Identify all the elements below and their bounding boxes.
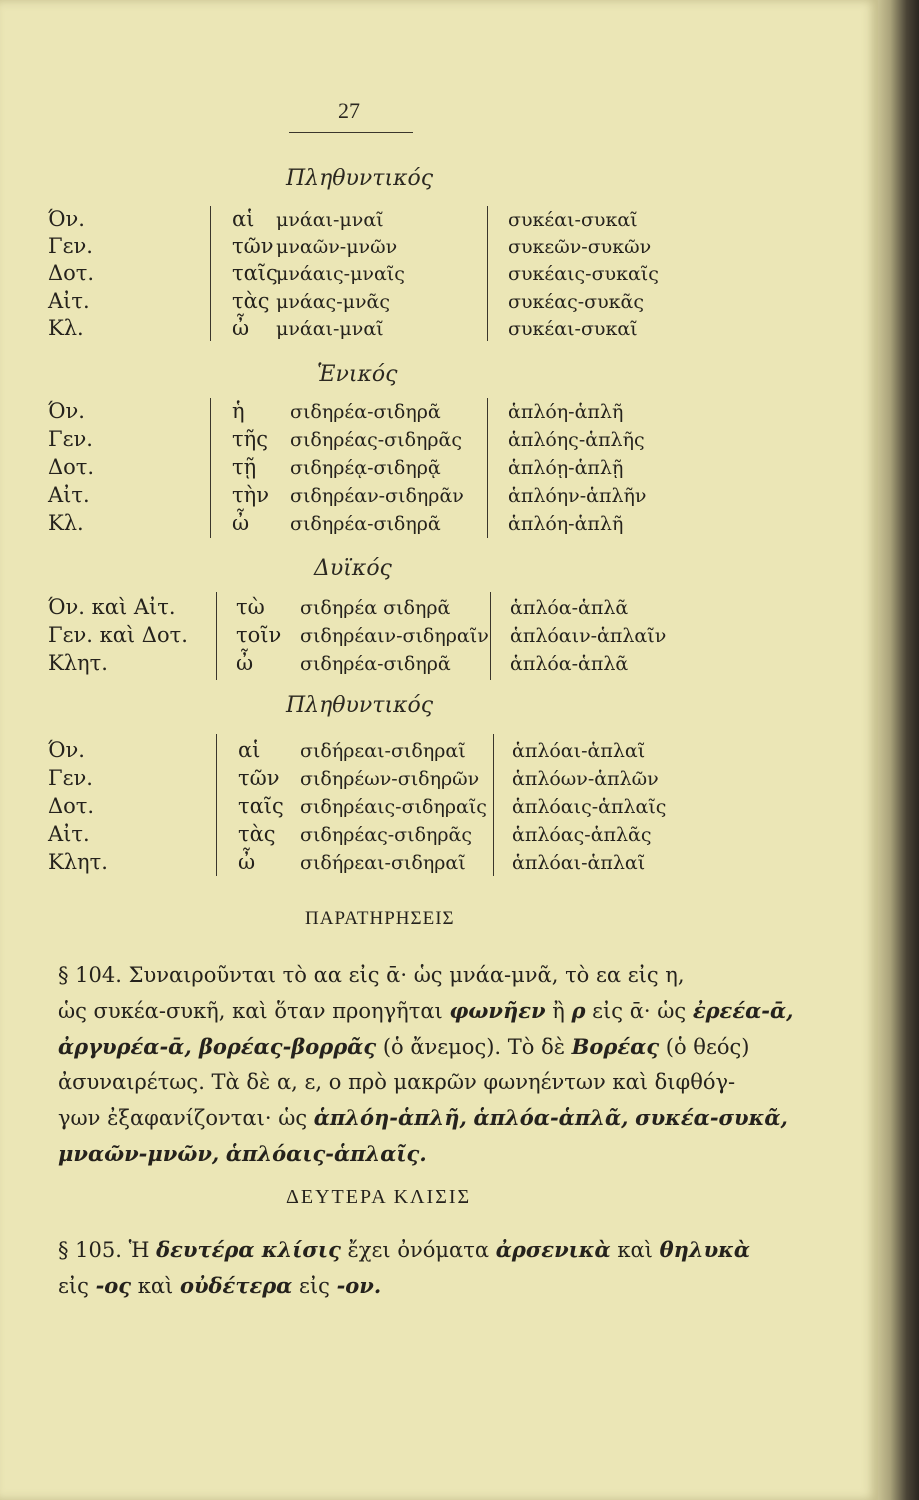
form-1: σιδηρέας-σιδηρᾶς xyxy=(290,429,463,451)
form-1: σιδηρέα σιδηρᾶ xyxy=(300,597,451,619)
form-1: σιδηρέᾳ-σιδηρᾷ xyxy=(290,457,441,479)
form-1: σιδηρέας-σιδηρᾶς xyxy=(300,824,473,846)
form-1: μναῶν-μνῶν xyxy=(276,236,398,258)
paragraph-line xyxy=(58,958,818,993)
text-run: (ὁ ἄνεμος). Τὸ δὲ xyxy=(376,1035,572,1059)
form-1: σιδηρέων-σιδηρῶν xyxy=(300,768,480,790)
form-2: συκέαι-συκαῖ xyxy=(508,209,638,231)
column-divider xyxy=(216,734,217,876)
article: αἱ xyxy=(232,207,255,231)
book-page-edge xyxy=(878,0,919,1500)
article: ταῖς xyxy=(232,261,278,285)
section-heading: Δυϊκός xyxy=(314,556,392,581)
article: τῶν xyxy=(232,234,274,258)
column-divider xyxy=(210,206,211,341)
article: τὰς xyxy=(232,289,270,313)
text-run: γων ἐξαφανίζονται· ὡς xyxy=(58,1106,314,1130)
section-heading: Πληθυντικός xyxy=(286,166,434,191)
form-2: συκέαι-συκαῖ xyxy=(508,318,638,340)
form-2: ἁπλόαι-ἁπλαῖ xyxy=(512,852,646,874)
emphasis: ἁπλόα-ἁπλᾶ, xyxy=(473,1105,629,1130)
column-divider xyxy=(487,398,488,538)
form-2: ἁπλόα-ἁπλᾶ xyxy=(510,653,629,675)
text-run: καὶ xyxy=(131,1274,180,1298)
article: αἱ xyxy=(238,738,261,762)
case-label: Γεν. xyxy=(48,427,93,451)
form-1: σιδηρέα-σιδηρᾶ xyxy=(300,653,451,675)
emphasis: -ον. xyxy=(336,1273,382,1298)
form-2: ἁπλόης-ἁπλῆς xyxy=(508,429,645,451)
emphasis: ἐρεέα-ᾱ, xyxy=(692,998,794,1023)
case-label: Κλητ. xyxy=(48,850,108,874)
remarks-heading: ΠΑΡΑΤΗΡΗΣΕΙΣ xyxy=(305,908,455,929)
case-label: Γεν. xyxy=(48,766,93,790)
column-divider xyxy=(493,734,494,876)
form-2: ἁπλόαιν-ἁπλαῖν xyxy=(510,625,667,647)
page-number-rule xyxy=(289,132,413,133)
form-1: σιδηρέαιν-σιδηραῖν xyxy=(300,625,489,647)
form-2: ἁπλόαι-ἁπλαῖ xyxy=(512,740,646,762)
form-2: ἁπλόην-ἁπλῆν xyxy=(508,485,647,507)
article: τῇ xyxy=(232,455,257,479)
paragraph-105 xyxy=(58,1232,818,1304)
section-heading: Πληθυντικός xyxy=(286,693,434,718)
paragraph-line xyxy=(58,1232,818,1268)
emphasis: ἁπλόη-ἁπλῆ, xyxy=(313,1105,467,1130)
section-heading: Ἑνικός xyxy=(317,362,398,387)
form-1: σιδήρεαι-σιδηραῖ xyxy=(300,852,466,874)
form-1: σιδήρεαι-σιδηραῖ xyxy=(300,740,466,762)
text-run: ὡς συκέα-συκῆ, καὶ ὅταν προηγῆται xyxy=(58,999,450,1023)
text-run: εἰς xyxy=(58,1274,96,1298)
case-label: Όν. xyxy=(48,399,85,423)
article: ἡ xyxy=(232,399,245,423)
article: ὦ xyxy=(232,511,250,535)
paragraph-line xyxy=(58,1136,818,1172)
emphasis: ἀρσενικὰ xyxy=(495,1237,611,1262)
case-label: Όν. xyxy=(48,207,85,231)
case-label: Γεν. καὶ Δοτ. xyxy=(48,623,188,647)
case-label: Αἰτ. xyxy=(48,822,90,846)
second-declension-heading: ΔΕΥΤΕΡΑ ΚΛΙΣΙΣ xyxy=(286,1186,472,1208)
case-label: Όν. καὶ Αἰτ. xyxy=(48,595,176,619)
form-1: μνάαι-μναῖ xyxy=(276,318,384,340)
emphasis: -ος xyxy=(95,1273,132,1298)
column-divider xyxy=(490,592,491,680)
emphasis: θηλυκὰ xyxy=(659,1237,751,1262)
form-1: μνάαι-μναῖ xyxy=(276,209,384,231)
form-2: συκέας-συκᾶς xyxy=(508,291,644,313)
text-run: εἰς ᾱ· ὡς xyxy=(585,999,693,1023)
form-2: ἁπλόῃ-ἁπλῇ xyxy=(508,457,624,479)
text-run: ἀσυναιρέτως. Τὰ δὲ α, ε, ο πρὸ μακρῶν φωνηέντων καὶ διφθόγ- xyxy=(58,1070,736,1094)
article: ὦ xyxy=(238,850,256,874)
column-divider xyxy=(487,206,488,341)
text-run: § 104. Συναιροῦνται τὸ αα εἰς ᾱ· ὡς μνάα-μνᾶ, τὸ εα εἰς η, xyxy=(58,963,685,987)
emphasis: δευτέρα κλίσις xyxy=(156,1237,341,1262)
text-run: ἢ xyxy=(545,999,572,1023)
form-2: συκέαις-συκαῖς xyxy=(508,263,659,285)
form-2: ἁπλόη-ἁπλῆ xyxy=(508,513,624,535)
text-run: § 105. Ἡ xyxy=(58,1238,157,1262)
case-label: Αἰτ. xyxy=(48,289,90,313)
form-2: ἁπλόας-ἁπλᾶς xyxy=(512,824,652,846)
text-run: εἰς xyxy=(292,1274,337,1298)
form-1: μνάαις-μναῖς xyxy=(276,263,405,285)
case-label: Κλητ. xyxy=(48,651,108,675)
article: ὦ xyxy=(232,316,250,340)
paragraph-line xyxy=(58,993,818,1029)
form-1: σιδηρέα-σιδηρᾶ xyxy=(290,513,441,535)
article: τὼ xyxy=(236,595,265,619)
form-2: ἁπλόα-ἁπλᾶ xyxy=(510,597,629,619)
paragraph-104 xyxy=(58,958,818,1172)
case-label: Δοτ. xyxy=(48,261,95,285)
paragraph-line xyxy=(58,1029,818,1065)
text-run: ἔχει ὀνόματα xyxy=(340,1238,496,1262)
paragraph-line xyxy=(58,1065,818,1100)
form-2: ἁπλόων-ἁπλῶν xyxy=(512,768,659,790)
case-label: Κλ. xyxy=(48,316,84,340)
article: ταῖς xyxy=(238,794,284,818)
text-run: (ὁ θεός) xyxy=(659,1035,750,1059)
case-label: Δοτ. xyxy=(48,455,95,479)
emphasis: συκέα-συκᾶ, xyxy=(635,1105,788,1130)
article: τὰς xyxy=(238,822,276,846)
page-number: 27 xyxy=(338,98,360,123)
case-label: Αἰτ. xyxy=(48,483,90,507)
case-label: Γεν. xyxy=(48,234,93,258)
emphasis: οὐδέτερα xyxy=(179,1273,293,1298)
text-run: καὶ xyxy=(610,1238,660,1262)
case-label: Δοτ. xyxy=(48,794,95,818)
form-2: ἁπλόαις-ἁπλαῖς xyxy=(512,796,667,818)
emphasis: ρ xyxy=(571,998,586,1023)
case-label: Όν. xyxy=(48,738,85,762)
article: ὦ xyxy=(236,651,254,675)
column-divider xyxy=(210,398,211,538)
article: τὴν xyxy=(232,483,269,507)
emphasis: ἁπλόαις-ἁπλαῖς. xyxy=(225,1141,427,1166)
form-1: σιδηρέαν-σιδηρᾶν xyxy=(290,485,464,507)
emphasis: μναῶν-μνῶν, xyxy=(58,1141,220,1166)
emphasis: Βορέας xyxy=(571,1034,660,1059)
article: τῶν xyxy=(238,766,280,790)
column-divider xyxy=(216,592,217,680)
article: τοῖν xyxy=(236,623,282,647)
form-1: μνάας-μνᾶς xyxy=(276,291,390,313)
paragraph-line xyxy=(58,1100,818,1136)
paragraph-line xyxy=(58,1268,818,1304)
form-1: σιδηρέαις-σιδηραῖς xyxy=(300,796,487,818)
form-2: συκεῶν-συκῶν xyxy=(508,236,652,258)
article: τῆς xyxy=(232,427,268,451)
emphasis: φωνῆεν xyxy=(449,998,546,1023)
emphasis: ἀργυρέα-ᾱ, βορέας-βορρᾶς xyxy=(58,1034,377,1059)
case-label: Κλ. xyxy=(48,511,84,535)
form-1: σιδηρέα-σιδηρᾶ xyxy=(290,401,441,423)
form-2: ἁπλόη-ἁπλῆ xyxy=(508,401,624,423)
